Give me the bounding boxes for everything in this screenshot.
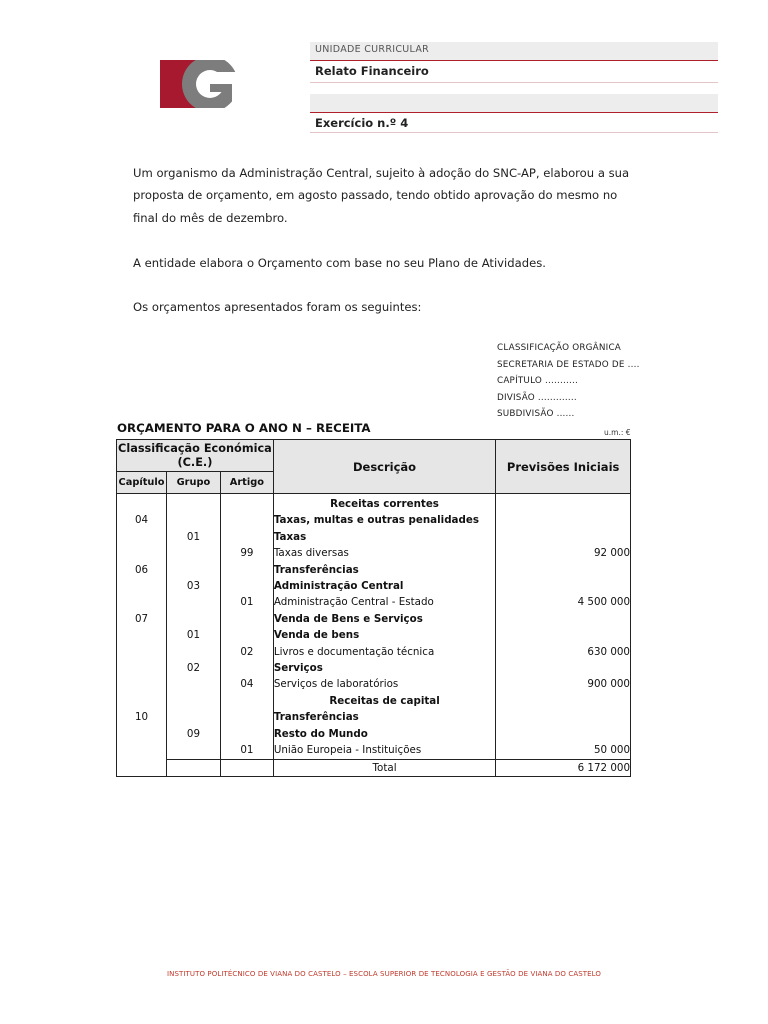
header-rule — [310, 132, 718, 133]
table-row — [117, 742, 631, 759]
cell-description: Resto do Mundo — [273, 726, 495, 742]
cell-article — [220, 494, 273, 513]
cell-value: 50 000 — [496, 742, 631, 759]
cell-article: 04 — [220, 676, 273, 692]
cell-description: Administração Central — [273, 578, 495, 594]
plan-paragraph: A entidade elabora o Orçamento com base no seu Plano de Atividades. — [133, 256, 546, 270]
cell-group: 01 — [166, 627, 220, 643]
cell-value: 92 000 — [496, 545, 631, 561]
cell-article — [220, 627, 273, 643]
unit-label: UNIDADE CURRICULAR — [315, 44, 430, 55]
cell-group — [166, 742, 220, 759]
cell-chapter — [117, 644, 167, 660]
cell-article — [220, 611, 273, 627]
revenue-budget-table — [116, 439, 631, 777]
classification-line: SUBDIVISÃO ...... — [497, 409, 575, 420]
cell-article: 99 — [220, 545, 273, 561]
budgets-paragraph: Os orçamentos apresentados foram os seguintes: — [133, 300, 422, 314]
cell-value — [496, 562, 631, 578]
table-row — [117, 512, 631, 528]
cell-value — [496, 494, 631, 513]
table-row — [117, 545, 631, 561]
table-row — [117, 562, 631, 578]
cell-group — [166, 644, 220, 660]
cell-description: Venda de bens — [273, 627, 495, 643]
cell-value — [496, 627, 631, 643]
cell-chapter: 06 — [117, 562, 167, 578]
header-chapter: Capítulo — [117, 472, 167, 494]
cell-description: Serviços — [273, 660, 495, 676]
cell-group — [166, 545, 220, 561]
cell-description: Venda de Bens e Serviços — [273, 611, 495, 627]
organic-classification — [497, 340, 640, 423]
header-rule — [310, 82, 718, 83]
cell-article — [220, 759, 273, 776]
cell-value — [496, 726, 631, 742]
table-row — [117, 709, 631, 725]
cell-description: União Europeia - Instituições — [273, 742, 495, 759]
header-article: Artigo — [220, 472, 273, 494]
cell-description: Receitas correntes — [273, 494, 495, 513]
cell-group: 03 — [166, 578, 220, 594]
cell-chapter — [117, 494, 167, 513]
total-label: Total — [273, 759, 495, 776]
cell-chapter — [117, 545, 167, 561]
cell-article — [220, 562, 273, 578]
header-group: Grupo — [166, 472, 220, 494]
cell-article — [220, 726, 273, 742]
cell-chapter — [117, 627, 167, 643]
cell-article — [220, 660, 273, 676]
cell-value — [496, 660, 631, 676]
cell-group — [166, 494, 220, 513]
cell-group: 02 — [166, 660, 220, 676]
footer-institution: INSTITUTO POLITÉCNICO DE VIANA DO CASTELO – ESCOLA SUPERIOR DE TECNOLOGIA E GESTÃO DE VIANA DO CASTELO — [166, 970, 602, 978]
table-title: ORÇAMENTO PARA O ANO N – RECEITA — [117, 421, 371, 435]
header-initial-forecast: Previsões Iniciais — [496, 440, 631, 494]
cell-group — [166, 594, 220, 610]
cell-article: 01 — [220, 742, 273, 759]
cell-group — [166, 693, 220, 709]
table-row — [117, 611, 631, 627]
cell-chapter — [117, 742, 167, 759]
table-row — [117, 676, 631, 692]
cell-article — [220, 529, 273, 545]
cell-group — [166, 562, 220, 578]
cell-group — [166, 759, 220, 776]
table-row — [117, 644, 631, 660]
cell-description: Receitas de capital — [273, 693, 495, 709]
table-row — [117, 660, 631, 676]
intro-paragraph: Um organismo da Administração Central, sujeito à adoção do SNC-AP, elaborou a sua proposta de orçamento, em agosto passado, tendo obtido aprovação do mesmo no final do mês de dezembro. — [133, 166, 630, 225]
cell-chapter — [117, 660, 167, 676]
cell-chapter: 07 — [117, 611, 167, 627]
cell-value — [496, 578, 631, 594]
cell-value — [496, 693, 631, 709]
table-row — [117, 693, 631, 709]
cell-article: 02 — [220, 644, 273, 660]
cell-chapter — [117, 726, 167, 742]
header-description: Descrição — [273, 440, 495, 494]
cell-chapter — [117, 693, 167, 709]
cell-value — [496, 512, 631, 528]
table-row — [117, 529, 631, 545]
cell-chapter — [117, 578, 167, 594]
cell-article — [220, 693, 273, 709]
cell-group — [166, 676, 220, 692]
cell-value: 4 500 000 — [496, 594, 631, 610]
cell-article: 01 — [220, 594, 273, 610]
cell-article — [220, 512, 273, 528]
cell-description: Livros e documentação técnica — [273, 644, 495, 660]
table-row — [117, 494, 631, 513]
classification-line: CAPÍTULO ........... — [497, 376, 578, 387]
cell-description: Taxas diversas — [273, 545, 495, 561]
unit-of-measure: u.m.: € — [604, 428, 631, 437]
cell-value — [496, 529, 631, 545]
institution-logo — [160, 56, 244, 108]
header-rule — [310, 60, 718, 61]
course-title: Relato Financeiro — [315, 64, 429, 78]
cell-value — [496, 611, 631, 627]
cell-value — [496, 709, 631, 725]
cell-description: Serviços de laboratórios — [273, 676, 495, 692]
total-row — [117, 759, 631, 776]
cell-group: 01 — [166, 529, 220, 545]
classification-line: CLASSIFICAÇÃO ORGÂNICA — [497, 343, 622, 353]
cell-description: Administração Central - Estado — [273, 594, 495, 610]
cell-chapter — [117, 759, 167, 776]
cell-value: 900 000 — [496, 676, 631, 692]
cell-chapter: 10 — [117, 709, 167, 725]
header-rule — [310, 112, 718, 113]
exercise-title: Exercício n.º 4 — [315, 116, 409, 130]
cell-chapter — [117, 676, 167, 692]
cell-value: 630 000 — [496, 644, 631, 660]
cell-description: Taxas — [273, 529, 495, 545]
cell-group — [166, 512, 220, 528]
classification-line: SECRETARIA DE ESTADO DE .... — [497, 359, 640, 370]
table-row — [117, 627, 631, 643]
cell-description: Transferências — [273, 709, 495, 725]
cell-article — [220, 578, 273, 594]
cell-chapter — [117, 594, 167, 610]
table-row — [117, 578, 631, 594]
cell-chapter — [117, 529, 167, 545]
cell-article — [220, 709, 273, 725]
classification-line: DIVISÃO ............. — [497, 392, 577, 403]
cell-chapter: 04 — [117, 512, 167, 528]
cell-description: Transferências — [273, 562, 495, 578]
cell-group: 09 — [166, 726, 220, 742]
header-band-exercise — [310, 94, 718, 112]
cell-group — [166, 709, 220, 725]
table-row — [117, 726, 631, 742]
cell-description: Taxas, multas e outras penalidades — [273, 512, 495, 528]
cell-group — [166, 611, 220, 627]
header-economic-classification: Classificação Económica (C.E.) — [117, 440, 274, 472]
table-row — [117, 594, 631, 610]
total-value: 6 172 000 — [496, 759, 631, 776]
